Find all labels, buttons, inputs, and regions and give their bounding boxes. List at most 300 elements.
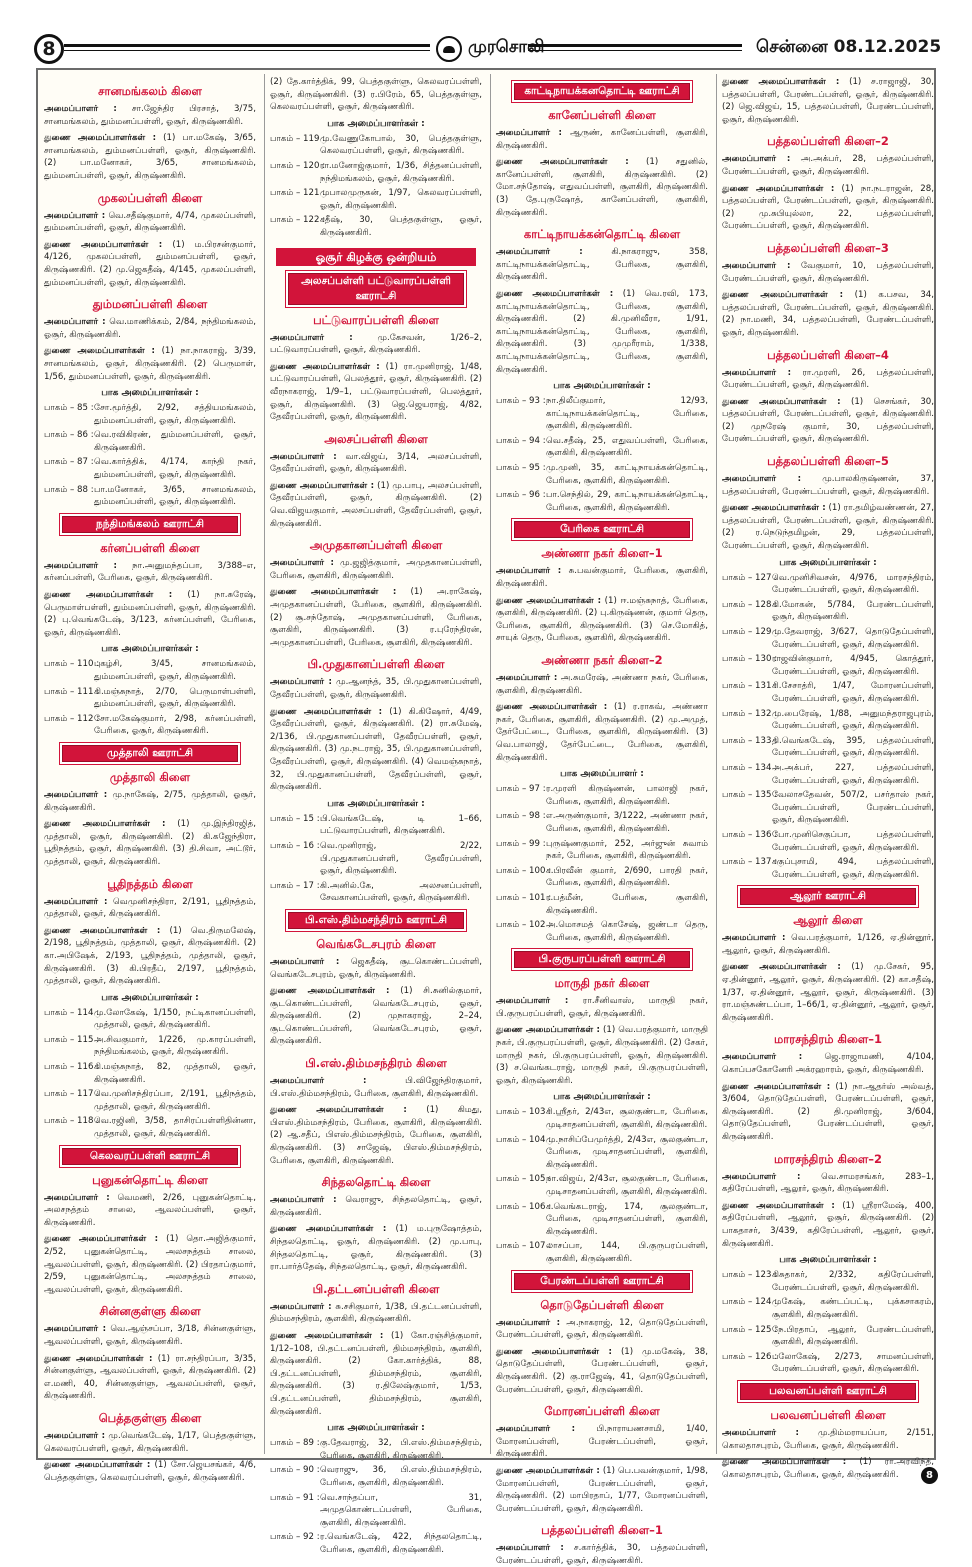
organizer-entry [270, 557, 482, 582]
organizer-details: (1) ச.ராஜாஜி, 30, பத்தலப்பள்ளி, பேரண்டப்பள்ளி, ஓசூர், கிருஷ்ணகிரி. (2) ஜெ.விஜய், 15, பத்தலப்பள்ளி, பேரண்டப்பள்ளி, ஓசூர், கிருஷ்ணகிரி. [722, 77, 934, 125]
role-label: அமைப்பாளர் : [270, 1076, 367, 1087]
column-3 [496, 76, 708, 1566]
role-label: அமைப்பாளர் : [270, 1195, 337, 1206]
organizer-details: (1) தொ.அஜித்குமார், 2/52, புனுகன்தொட்டி, அலசநத்தம் சாலை, ஆவலப்பள்ளி, ஓசூர், கிருஷ்ணகிரி. (2) பிரதாப்குமார், 2/59, புனுகன்தொட்டி, அலசநத்தம் சாலை, ஆவலப்பள்ளி, ஓசூர், கிருஷ்ணகிரி. [44, 1234, 256, 1295]
booth-organizer-details: கி.மஞ்சுநாத், 82, முத்தாலி, ஓசூர், கிருஷ்ணகிரி. [94, 1062, 256, 1085]
organizer-entry [722, 1171, 934, 1196]
booth-number: பாகம் – 88 : [44, 484, 94, 495]
organizer-details: (1) செசங்கர், 30, பத்தலப்பள்ளி, பேரண்டப்பள்ளி, ஓசூர், கிருஷ்ணகிரி. (2) முநரேஷ் குமார், 30, பத்தலப்பள்ளி, பேரண்டப்பள்ளி, ஓசூர், கிருஷ்ணகிரி. [722, 396, 934, 445]
organizer-entry [270, 985, 482, 1048]
booth-number: பாகம் – 131 : [722, 681, 778, 692]
organizer-entry [496, 156, 708, 219]
organizer-details: (1) மு.இந்திரஜித், முத்தாலி, ஓசூர், கிருஷ்ணகிரி. (2) கி.கஜேந்திரா, பூதிநத்தம், ஓசூர், கிருஷ்ணகிரி. (3) தி.சிவா, அட்டூர், முத்தாலி, ஓசூர், கிருஷ்ணகிரி. [44, 819, 256, 867]
organizer-details: (1) ஸ்ரீராமேஷ், 400, கதிரேப்பள்ளி, ஆலூர், ஓசூர், கிருஷ்ணகிரி. (2) பாகதாசர், 3/439, கதிரேப்பள்ளி, ஆலூர், ஓசூர், கிருஷ்ணகிரி. [722, 1200, 934, 1249]
organizer-entry [44, 1192, 256, 1230]
organizer-entry [270, 1330, 482, 1418]
organizer-entry [496, 1317, 708, 1342]
booth-number: பாகம் – 17 : [270, 880, 320, 891]
booth-number: பாகம் – 100 : [496, 865, 552, 876]
column-divider [264, 74, 265, 1454]
role-label: துணை அமைப்பாளர்கள் : [44, 1460, 151, 1471]
booth-row [44, 1088, 256, 1113]
role-label: அமைப்பாளர் : [44, 317, 106, 328]
organizer-details: கி.நாகராஜு, 358, காட்டிநாயக்கன்தொட்டி, பேரிகை, சூளகிரி, கிருஷ்ணகிரி. [496, 247, 708, 283]
role-label: அமைப்பாளர் : [270, 1301, 332, 1312]
booth-number: பாகம் – 102 : [496, 920, 552, 931]
role-label: துணை அமைப்பாளர்கள் : [722, 1200, 835, 1211]
organizer-details: (1) சி.சுனில்குமார், சூடகொண்டப்பள்ளி, வெங்கடேசபுரம், ஓசூர், கிருஷ்ணகிரி. (2) முநாகராஜ், 2–24, சூடகொண்டப்பள்ளி, வெங்கடேசபுரம், ஓசூர், கிருஷ்ணகிரி. [270, 986, 482, 1047]
booth-organizer-details: பா.மனோகர், 3/65, சானமங்கலம், தும்மனப்பள்ளி, ஓசூர், கிருஷ்ணகிரி. [94, 484, 256, 508]
booth-organizer-details: வெ.முனிராஜ், 2/22, பி.முதுகானப்பள்ளி, தேவீரப்பள்ளி, ஓசூர், கிருஷ்ணகிரி. [320, 840, 482, 877]
village-panchayat-heading: முத்தாலி ஊராட்சி [62, 745, 238, 762]
role-label: அமைப்பாளர் : [496, 566, 562, 577]
organizer-entry [44, 1233, 256, 1296]
booth-row [722, 856, 934, 881]
booth-organizer-details: அ.மொசமத் கொசேஷ், ஜண்டா தெரு, பேரிகை, சூளகிரி, கிருஷ்ணகிரி. [546, 920, 708, 943]
branch-heading: அண்ணா நகர் கிளை–2 [541, 653, 663, 667]
booth-row [44, 1061, 256, 1086]
role-label: அமைப்பாளர் : [44, 789, 108, 800]
booth-organizer-details: மு.நாசிப்பேமுர்த்தி, 2/43எ, சூலகுண்டா, பேரிகை, முடிசாதனப்பள்ளி, சூளகிரி, கிருஷ்ணகிரி. [546, 1134, 708, 1170]
organizer-details: வெ.மாணிக்கம், 2/84, நந்திமங்கலம், ஓசூர், கிருஷ்ணகிரி. [44, 317, 256, 340]
booth-number: பாகம் – 136 : [722, 829, 778, 840]
booth-organizer-details: நே.பிரதாப், ஆலூர், பேரண்டப்பள்ளி, சூளகிரி, கிருஷ்ணகிரி. [772, 1324, 934, 1348]
organizer-entry [44, 896, 256, 921]
branch-heading: பி.எஸ்.திம்மசந்திரம் கிளை [305, 1056, 447, 1071]
role-label: துணை அமைப்பாளர்கள் : [722, 962, 841, 973]
booth-row [722, 1269, 934, 1294]
organizer-entry [496, 565, 708, 590]
booth-number: பாகம் – 86 : [44, 430, 94, 441]
organizer-details: மு.கேசவன், 1/26–2, பட்டுவாரப்பள்ளி, ஓசூர், கிருஷ்ணகிரி. [270, 332, 482, 356]
booth-row [722, 599, 934, 624]
booth-row [270, 1531, 482, 1556]
branch-heading: பத்தலப்பள்ளி கிளை–3 [767, 240, 889, 255]
role-label: துணை அமைப்பாளர்கள் : [496, 702, 608, 713]
booth-row [496, 865, 708, 890]
organizer-details: வெ.சதீஷ்குமார், 4/74, முகலப்பள்ளி, தும்மனப்பள்ளி, ஓசூர், கிருஷ்ணகிரி. [44, 210, 256, 234]
organizer-entry [496, 672, 708, 697]
booth-number: பாகம் – 123 : [722, 1270, 778, 1281]
branch-heading: மாரசந்திரம் கிளை–2 [773, 1151, 882, 1166]
organizer-entry [722, 367, 934, 392]
role-label: அமைப்பாளர் : [722, 154, 791, 165]
booth-row [496, 462, 708, 487]
booth-organizer-details: வெ.கார்த்திக், 4/174, காந்தி நகர், தும்மனப்பள்ளி, ஓசூர், கிருஷ்ணகிரி. [94, 457, 256, 481]
booth-row [722, 829, 934, 854]
organizer-entry [44, 1459, 256, 1484]
organizer-details: அ.சுமரேஷ், அண்ணா நகர், பேரிகை, சூளகிரி, கிருஷ்ணகிரி. [496, 673, 708, 696]
booth-organizers-subheading: பாக அமைப்பாளர்கள் : [101, 388, 199, 399]
booth-number: பாகம் – 130 : [722, 654, 778, 665]
organizer-details: (1) சதுனில், கானேப்பள்ளி, சூளகிரி, கிருஷ்ணகிரி. (2) மோ.சந்தோஷ், எதுவப்பள்ளி, சூளகிரி, கிருஷ்ணகிரி. (3) தே.புருஷோத், கானேப்பள்ளி, சூளகிரி, கிருஷ்ணகிரி. [496, 157, 708, 218]
organizer-entry [44, 210, 256, 235]
branch-heading: மோரனப்பள்ளி கிளை [544, 1404, 660, 1419]
organizer-details: (1) அ.ராகேஷ், அமுதகானப்பள்ளி, பேரிகை, சூளகிரி, கிருஷ்ணகிரி. (2) சூ.சந்தோஷ், அமுதகானப்பள்ளி, பேரிகை, சூளகிரி, கிருஷ்ணகிரி. (3) ர.புரேந்திரன், அமுதகானப்பள்ளி, பேரிகை, சூளகிரி, கிருஷ்ணகிரி. [270, 587, 482, 648]
organizer-details: (1) ரா.தமிழ்வண்ணன், 27, பத்தலப்பள்ளி, பேரண்டப்பள்ளி, ஓசூர், கிருஷ்ணகிரி. (2) ர.நெடுந்தமிழன், 29, பத்தலப்பள்ளி, பேரண்டப்பள்ளி, ஓசூர், கிருஷ்ணகிரி. [722, 503, 934, 552]
branch-heading: தும்மனப்பள்ளி கிளை [92, 297, 208, 312]
organizer-entry [44, 316, 256, 341]
rising-sun-logo-icon [436, 36, 462, 62]
booth-organizer-details: ச.வெங்கடராஜ், 174, சூலகுண்டா, பேரிகை, முடிசாதனப்பள்ளி, சூளகிரி, கிருஷ்ணகிரி. [546, 1201, 708, 1237]
organizer-entry [722, 396, 934, 446]
booth-row [722, 572, 934, 597]
organizer-details: அ.நாகராஜ், 12, தொடுதேப்பள்ளி, பேரண்டப்பள்ளி, ஓசூர், கிருஷ்ணகிரி. [496, 1317, 708, 1341]
booth-number: பாகம் – 127 : [722, 572, 778, 583]
booth-number: பாகம் – 118 : [44, 1116, 100, 1127]
organizer-details: (1) நா.சுரேஷ், பெருமாள்பள்ளி, தும்மனப்பள்ளி, ஓசூர், கிருஷ்ணகிரி. (2) பு.வெங்கடேஷ், 3/123, கர்னப்பள்ளி, பேரிகை, ஓசூர், கிருஷ்ணகிரி. [44, 590, 256, 638]
organizer-details: பி.விஜேந்திரகுமார், பி.எஸ்.திம்மசந்திரம், பேரிகை, சூளகிரி, கிருஷ்ணகிரி. [270, 1076, 482, 1099]
booth-number: பாகம் – 112 : [44, 713, 100, 724]
booth-number: பாகம் – 121 : [270, 188, 326, 199]
booth-row [496, 1134, 708, 1172]
role-label: அமைப்பாளர் : [722, 1427, 799, 1438]
role-label: துணை அமைப்பாளர்கள் : [496, 157, 629, 168]
booth-organizer-details: கி.மஞ்சுநாத், 2/70, பெருமாள்பள்ளி, தும்மனப்பள்ளி, ஓசூர், கிருஷ்ணகிரி. [94, 686, 256, 710]
booth-organizers-subheading: பாக அமைப்பாளர் : [560, 769, 644, 780]
role-label: அமைப்பாளர் : [270, 677, 332, 688]
booth-organizer-details: போ.முனிசெகுப்பா, பத்தலப்பள்ளி, பேரண்டப்பள்ளி, ஓசூர், கிருஷ்ணகிரி. [772, 829, 934, 853]
booth-organizer-details: மு.லோகேஷ், 1/150, நட்டிகானப்பள்ளி, முத்தாலி, ஓசூர், கிருஷ்ணகிரி. [94, 1007, 256, 1031]
organizer-details: சா.ஜேந்திர பிரசாத், 3/75, சானமங்கலம், தும்மனப்பள்ளி, ஓசூர், கிருஷ்ணகிரி. [44, 104, 256, 127]
organizer-entry [722, 932, 934, 957]
organizer-entry [496, 1542, 708, 1567]
booth-number: பாகம் – 92 : [270, 1532, 320, 1543]
role-label: துணை அமைப்பாளர்கள் : [44, 925, 161, 936]
branch-heading: அலசப்பள்ளி கிளை [324, 431, 428, 446]
booth-organizer-details: அ.அக்பர், 227, பத்தலப்பள்ளி, பேரண்டப்பள்ளி, ஓசூர், கிருஷ்ணகிரி. [772, 762, 934, 786]
booth-row [722, 708, 934, 733]
masthead-rule [64, 44, 430, 47]
booth-number: பாகம் – 122 : [270, 215, 326, 226]
organizer-entry [270, 1194, 482, 1219]
booth-organizer-details: வெ.ரஜினி, 3/58, தாசிரப்பள்ளிதின்னா, முத்தாலி, ஓசூர், கிருஷ்ணகிரி. [94, 1116, 256, 1140]
booth-number: பாகம் – 89 : [270, 1438, 320, 1449]
booth-row [44, 456, 256, 481]
booth-row [496, 1106, 708, 1131]
booth-row [270, 160, 482, 185]
booth-organizer-details: முபாலமுருகன், 1/97, கெலவரப்பள்ளி, ஓசூர், கிருஷ்ணகிரி. [320, 188, 482, 211]
organizer-details: (1) பா.மகேஷ், 3/65, சானமங்கலம், தும்மனப்பள்ளி, ஓசூர், கிருஷ்ணகிரி. (2) பா.மனோகர், 3/65, சானமங்கலம், தும்மனப்பள்ளி, ஓசூர், கிருஷ்ணகிரி. [44, 133, 256, 181]
booth-row [722, 1296, 934, 1321]
organizer-details: (1) மு.மகேஷ், 38, தொடுதேப்பள்ளி, பேரண்டப்பள்ளி, ஓசூர், கிருஷ்ணகிரி. (2) கு.ராஜேஷ், 41, தொடுதேப்பள்ளி, பேரண்டப்பள்ளி, ஓசூர், கிருஷ்ணகிரி. [496, 1346, 708, 1395]
booth-number: பாகம் – 97 : [496, 784, 546, 795]
organizer-details: (1) கி.கிஷோர், 4/49, தேவீரப்பள்ளி, ஓசூர், கிருஷ்ணகிரி. (2) ரா.சுமேஷ், 2/136, பி.முதுகானப்பள்ளி, தேவீரப்பள்ளி, ஓசூர், கிருஷ்ணகிரி. (3) மு.நடராஜ், 35, பி.முதுகானப்பள்ளி, தேவீரப்பள்ளி, ஓசூர், கிருஷ்ணகிரி. (4) வெமஞ்சுநாத், 32, பி.முதுகானப்பள்ளி, தேவீரப்பள்ளி, ஓசூர், கிருஷ்ணகிரி. [270, 706, 482, 793]
branch-heading: பத்தலப்பள்ளி கிளை–1 [541, 1523, 663, 1538]
role-label: துணை அமைப்பாளர்கள் : [496, 1346, 612, 1357]
role-label: துணை அமைப்பாளர்கள் : [44, 239, 163, 250]
role-label: துணை அமைப்பாளர்கள் : [44, 133, 157, 144]
booth-organizer-details: கி.அனில்.கே, அலசனப்பள்ளி, சேவகானப்பள்ளி, ஓசூர், கிருஷ்ணகிரி. [320, 880, 482, 904]
booth-row [722, 1351, 934, 1376]
organizer-details: (1) ரா.முனிராஜ், 1/48, பட்டுவாரப்பள்ளி, பெலத்தூர், ஓசூர், கிருஷ்ணகிரி. (2) வீரநாகராஜ், 1/9–1, பட்டுவாரப்பள்ளி, பெலத்தூர், ஓசூர், கிருஷ்ணகிரி. (3) ஜெ.ஜெயராஜ், 4/82, தேவீரப்பள்ளி, ஓசூர், கிருஷ்ணகிரி. [270, 361, 482, 423]
organizer-entry [270, 1301, 482, 1326]
booth-organizer-details: லாசப்பா, 144, பி.குருபரப்பள்ளி, சூளகிரி, கிருஷ்ணகிரி. [546, 1241, 708, 1264]
footer-page-number: 8 [921, 1467, 938, 1484]
village-panchayat-heading: ஆலூர் ஊராட்சி [740, 888, 916, 905]
role-label: அமைப்பாளர் : [722, 933, 786, 944]
booth-row [496, 489, 708, 514]
organizer-entry [722, 260, 934, 285]
booth-row [44, 402, 256, 427]
organizer-entry [270, 1104, 482, 1167]
booth-row [44, 1034, 256, 1059]
role-label: அமைப்பாளர் : [270, 451, 337, 462]
role-label: துணை அமைப்பாளர்கள் : [496, 1025, 600, 1036]
organizer-details: வா.விஜய், 3/14, அலசப்பள்ளி, தேவீரப்பள்ளி, ஓசூர், கிருஷ்ணகிரி. [270, 451, 482, 475]
organizer-entry [270, 1223, 482, 1273]
organizer-details: (1) நா.நாகராஜ், 3/39, சானமங்கலம், ஓசூர், கிருஷ்ணகிரி. (2) பெருமாள், 1/56, தும்மனப்பள்ளி, ஓசூர், கிருஷ்ணகிரி. [44, 346, 256, 382]
booth-organizer-details: நா.திலீப்குமார், 12/93, காட்டிநாயக்கன்தொட்டி, பேரிகை, சூளகிரி, கிருஷ்ணகிரி. [546, 396, 708, 432]
booth-row [270, 813, 482, 838]
role-label: துணை அமைப்பாளர்கள் : [270, 361, 380, 372]
organizer-details: நா.அனுமந்தப்பா, 3/388–எ, கர்னப்பள்ளி, பேரிகை, ஓசூர், கிருஷ்ணகிரி. [44, 560, 256, 584]
branch-heading: கானேப்பள்ளி கிளை [548, 108, 656, 122]
booth-organizer-details: சி.ஸ்ரீதர், 2/43எ, சூலகுண்டா, பேரிகை, முடிசாதனப்பள்ளி, சூளகிரி, கிருஷ்ணகிரி. [546, 1107, 708, 1131]
organizer-entry [270, 480, 482, 530]
organizer-entry [270, 956, 482, 981]
organizer-details: மு.பாலகிருஷ்ணன், 37, பத்தலப்பள்ளி, பேரண்டப்பள்ளி, ஓசூர், கிருஷ்ணகிரி. [722, 474, 934, 497]
booth-number: பாகம் – 16 : [270, 840, 320, 851]
booth-number: பாகம் – 135 : [722, 790, 778, 801]
booth-row [270, 133, 482, 158]
role-label: அமைப்பாளர் : [270, 332, 353, 343]
role-label: அமைப்பாளர் : [44, 896, 108, 907]
organizer-details: (1) நா.நடராஜன், 28, பத்தலப்பள்ளி, பேரண்டப்பள்ளி, ஓசூர், கிருஷ்ணகிரி. (2) மு.சுபியுல்லா, 22, பத்தலப்பள்ளி, பேரண்டப்பள்ளி, ஓசூர், கிருஷ்ணகிரி. [722, 183, 934, 232]
booth-number: பாகம் – 110 : [44, 659, 100, 670]
booth-row [496, 810, 708, 835]
booth-organizer-details: ர.முரளி கிருஷ்ணன், பாலாஜி நகர், பேரிகை, சூளகிரி, கிருஷ்ணகிரி. [546, 784, 708, 807]
booth-number: பாகம் – 91 : [270, 1492, 320, 1503]
booth-organizer-details: சோ.மூர்த்தி, 2/92, சத்தியமங்கலம், தும்மனப்பள்ளி, ஓசூர், கிருஷ்ணகிரி. [94, 403, 256, 426]
booth-row [44, 1115, 256, 1140]
role-label: அமைப்பாளர் : [44, 210, 106, 221]
booth-row [496, 1240, 708, 1265]
booth-row [496, 838, 708, 863]
organizer-entry [44, 345, 256, 383]
village-panchayat-heading: பி.குருபரப்பள்ளி ஊராட்சி [514, 951, 690, 968]
organizer-details: (1) வெ.பரத்குமார், மாருதி நகர், பி.குருபரப்பள்ளி, ஓசூர், கிருஷ்ணகிரி. (2) சேகர், மாருதி நகர், பி.குருபரப்பள்ளி, ஓசூர், கிருஷ்ணகிரி. (3) ச.வெங்கடராஜ், மாருதி நகர், பி.குருபரப்பள்ளி, ஓசூர், கிருஷ்ணகிரி. [496, 1025, 708, 1086]
booth-row [722, 735, 934, 760]
booth-number: பாகம் – 134 : [722, 762, 778, 773]
booth-organizer-details: ர.பத்மீன், பேரிகை, சூளகிரி, கிருஷ்ணகிரி. [546, 892, 708, 916]
booth-organizer-details: கு.தேவராஜ், 32, பி.எஸ்.திம்மசந்திரம், பேரிகை, சூளகிரி, கிருஷ்ணகிரி. [320, 1438, 482, 1461]
column-2 [270, 76, 482, 1555]
booth-organizer-details: பா.செந்தில், 29, காட்டிநாயக்கன்தொட்டி, பேரிகை, சூளகிரி, கிருஷ்ணகிரி. [546, 490, 708, 513]
organizer-details: வெ.பரத்குமார், 1/126, ஏ.தின்னூர், ஆலூர், ஓசூர், கிருஷ்ணகிரி. [722, 933, 934, 956]
booth-organizers-subheading: பாக அமைப்பாளர்கள் : [327, 798, 425, 809]
booth-organizers-subheading: பாக அமைப்பாளர்கள் : [101, 992, 199, 1003]
booth-row [722, 1324, 934, 1349]
booth-number: பாகம் – 132 : [722, 708, 778, 719]
booth-row [496, 919, 708, 944]
organizer-details: (1) ரா.அரவிந்த், கொலதாசபுரம், பேரிகை, ஓசூர், கிருஷ்ணகிரி. [722, 1457, 934, 1480]
branch-heading: ஆலூர் கிளை [793, 913, 863, 928]
role-label: துணை அமைப்பாளர்கள் : [270, 1224, 387, 1235]
organizer-entry [722, 1456, 934, 1481]
booth-organizers-subheading: பாக அமைப்பாளர்கள் : [553, 381, 651, 392]
booth-number: பாகம் – 87 : [44, 457, 94, 468]
organizer-details: (1) ம.பிரசன்குமார், 4/126, முகலப்பள்ளி, தும்மனப்பள்ளி, ஓசூர், கிருஷ்ணகிரி. (2) மு.ஜெகதீஷ், 4/145, முகலப்பள்ளி, தும்மனப்பள்ளி, ஓசூர், கிருஷ்ணகிரி. [44, 239, 256, 288]
role-label: துணை அமைப்பாளர்கள் : [44, 590, 173, 601]
role-label: அமைப்பாளர் : [722, 260, 791, 271]
organizer-details: ஆருண், கானேப்பள்ளி, சூளகிரி, கிருஷ்ணகிரி. [496, 128, 708, 151]
booth-organizers-subheading: பாக அமைப்பாளர்கள் : [327, 1423, 425, 1434]
role-label: துணை அமைப்பாளர்கள் : [270, 1105, 407, 1116]
organizer-details: மு.ஜஜித்குமார், அமுதகானப்பள்ளி, பேரிகை, சூளகிரி, கிருஷ்ணகிரி. [270, 558, 482, 581]
branch-heading: சிந்தலதொட்டி கிளை [321, 1175, 431, 1190]
booth-number: பாகம் – 106 : [496, 1201, 552, 1212]
organizer-details: (1) வெ.ரவி, 173, காட்டிநாயக்கன்தொட்டி, பேரிகை, சூளகிரி, கிருஷ்ணகிரி. (2) கி.முனிவீரா, 1/91, காட்டிநாயக்கன்தொட்டி, பேரிகை, சூளகிரி, கிருஷ்ணகிரி. (3) முமுரீராம், 1/338, காட்டிநாயக்கன்தொட்டி, பேரிகை, சூளகிரி, கிருஷ்ணகிரி. [496, 288, 708, 375]
village-panchayat-heading: பலவனப்பள்ளி ஊராட்சி [740, 1383, 916, 1400]
organizer-entry [722, 289, 934, 339]
organizer-entry [496, 595, 708, 645]
branch-heading: பத்தலப்பள்ளி கிளை–5 [767, 454, 889, 469]
branch-heading: பி.தட்டனப்பள்ளி கிளை [312, 1281, 440, 1296]
organizer-entry [496, 1346, 708, 1396]
organizer-details: மு.நாகேஷ், 2/75, முத்தாலி, ஓசூர், கிருஷ்ணகிரி. [44, 789, 256, 813]
organizer-entry [496, 1423, 708, 1461]
organizer-entry [44, 239, 256, 289]
organizer-details: சு.பவன்குமார், பேரிகை, சூளகிரி, கிருஷ்ணகிரி. [496, 566, 708, 590]
newspaper-name: முரசொலி [468, 37, 545, 57]
village-panchayat-heading: பேரண்டப்பள்ளி ஊராட்சி [514, 1273, 690, 1290]
branch-heading: பி.முதுகானப்பள்ளி கிளை [307, 657, 445, 672]
organizer-details: வெ.ஆஞ்சப்பா, 3/18, சின்னகுள்ளு, ஆவலப்பள்ளி, ஓசூர், கிருஷ்ணகிரி. [44, 1324, 256, 1347]
organizer-details: மு.திம்மராயப்பா, 2/151, கொலதாசபுரம், பேரிகை, ஓசூர், கிருஷ்ணகிரி. [722, 1427, 934, 1451]
organizer-entry [270, 361, 482, 424]
organizer-entry [44, 132, 256, 182]
branch-heading: அமுதகானப்பள்ளி கிளை [309, 538, 443, 553]
booth-organizer-details: சோ.மகேஷ்குமார், 2/98, கர்னப்பள்ளி, பேரிகை, ஓசூர், கிருஷ்ணகிரி. [94, 713, 256, 737]
masthead-rule [64, 50, 430, 51]
organizer-entry [270, 332, 482, 357]
booth-organizer-details: வெ.முனிசந்திரப்பா, 2/191, பூதிநத்தம், முத்தாலி, ஓசூர், கிருஷ்ணகிரி. [94, 1089, 256, 1112]
branch-heading: பெத்தகுள்ளு கிளை [98, 1410, 202, 1425]
booth-organizer-details: மு.பைரேஷ், 1/88, அனுமந்தராஜபுரம், பேரண்டப்பள்ளி, ஓசூர், கிருஷ்ணகிரி. [772, 708, 934, 732]
organizer-details: சு.சசிகுமார், 1/38, பி.தட்டனப்பள்ளி, திம்மசந்திரம், சூளகிரி, கிருஷ்ணகிரி. [270, 1301, 482, 1325]
organizer-entry [722, 473, 934, 498]
organizer-details: வேகுமார், 10, பத்தலப்பள்ளி, பேரண்டப்பள்ளி, ஓசூர், கிருஷ்ணகிரி. [722, 260, 934, 284]
role-label: துணை அமைப்பாளர்கள் : [722, 503, 826, 514]
organizer-details: (1) மு.பாபு, அலசப்பள்ளி, தேவீரப்பள்ளி, ஓசூர், கிருஷ்ணகிரி. (2) வெ.விஜயகுமார், அலசப்பள்ளி, தேவீரப்பள்ளி, ஓசூர், கிருஷ்ணகிரி. [270, 480, 482, 529]
booth-number: பாகம் – 107 : [496, 1241, 552, 1252]
organizer-details: (1) கோ.ரஞ்சித்குமார், 1/12–108, பி.தட்டனப்பள்ளி, திம்மசந்திரம், சூளகிரி, கிருஷ்ணகிரி. (2) கோ.கார்த்திக், 88, பி.தட்டனப்பள்ளி, திம்மசந்திரம், சூளகிரி, கிருஷ்ணகிரி. (3) ர.திலேஷ்குமார், 1/53, பி.தட்டனப்பள்ளி, திம்மசந்திரம், சூளகிரி, கிருஷ்ணகிரி. [270, 1330, 482, 1417]
role-label: அமைப்பாளர் : [44, 1192, 110, 1203]
booth-row [44, 429, 256, 454]
booth-organizer-details: சதீஷ், 30, பெத்தகுள்ளு, ஓசூர், கிருஷ்ணகிரி. [320, 215, 482, 238]
role-label: அமைப்பாளர் : [496, 1543, 564, 1554]
organizer-details: ரா.முரளி, 26, பத்தலப்பள்ளி, பேரண்டப்பள்ளி, ஓசூர், கிருஷ்ணகிரி. [722, 367, 934, 391]
booth-number: பாகம் – 93 : [496, 396, 546, 407]
organizer-entry [722, 961, 934, 1024]
organizer-entry [496, 246, 708, 284]
organizer-details: வெராஜு, சிந்தலதொட்டி, ஓசூர், கிருஷ்ணகிரி. [270, 1195, 482, 1218]
booth-organizer-details: நா.விஜய், 2/43எ, சூலகுண்டா, பேரிகை, முடிசாதனப்பள்ளி, சூளகிரி, கிருஷ்ணகிரி. [546, 1174, 708, 1197]
organizer-entry [270, 706, 482, 794]
booth-row [270, 214, 482, 239]
booth-organizer-details: வெ.சாந்தப்பா, 31, அமுதகொண்டப்பள்ளி, பேரிகை, சூளகிரி, கிருஷ்ணகிரி. [320, 1492, 482, 1528]
organizer-entry [44, 789, 256, 814]
role-label: துணை அமைப்பாளர்கள் : [496, 595, 602, 606]
village-panchayat-heading: கெலவரப்பள்ளி ஊராட்சி [62, 1148, 238, 1165]
booth-row [496, 435, 708, 460]
role-label: அமைப்பாளர் : [496, 1424, 576, 1435]
organizer-details: (1) சோ.ஜெயசங்கர், 4/6, பெத்தகுள்ளு, கெலவரப்பள்ளி, ஓசூர், கிருஷ்ணகிரி. [44, 1460, 256, 1483]
role-label: துணை அமைப்பாளர்கள் : [270, 706, 383, 717]
organizer-details: ச.கார்த்திக், 30, பத்தலப்பள்ளி, பேரண்டப்பள்ளி, ஓசூர், கிருஷ்ணகிரி. [496, 1543, 708, 1566]
column-4 [722, 76, 934, 1480]
role-label: துணை அமைப்பாளர்கள் : [722, 183, 835, 194]
village-panchayat-heading: பி.எஸ்.திம்மசந்திரம் ஊராட்சி [288, 912, 464, 929]
organizer-details: (2) தே.கார்த்திக், 99, பெத்தகுள்ளு, கெலவரப்பள்ளி, ஓசூர், கிருஷ்ணகிரி. (3) ர.பிரேம், 65, பெத்தகுள்ளு, கெலவரப்பள்ளி, ஓசூர், கிருஷ்ணகிரி. [270, 77, 482, 113]
booth-row [44, 484, 256, 509]
booth-row [496, 1201, 708, 1239]
organizer-entry [270, 76, 482, 114]
organizer-entry [722, 76, 934, 126]
organizer-entry [270, 586, 482, 649]
organizer-entry [722, 502, 934, 552]
branch-heading: மாருதி நகர் கிளை [554, 976, 650, 991]
booth-number: பாகம் – 101 : [496, 892, 552, 903]
booth-number: பாகம் – 103 : [496, 1107, 552, 1118]
organizer-entry [722, 1051, 934, 1076]
branch-heading: தொடுதேப்பள்ளி கிளை [540, 1297, 664, 1312]
booth-organizer-details: கி.மோகன், 5/784, பேரண்டப்பள்ளி, ஓசூர், கிருஷ்ணகிரி. [772, 599, 934, 623]
booth-number: பாகம் – 128 : [722, 599, 778, 610]
booth-number: பாகம் – 96 : [496, 490, 546, 501]
role-label: அமைப்பாளர் : [722, 1171, 801, 1182]
booth-number: பாகம் – 137 : [722, 857, 778, 868]
role-label: துணை அமைப்பாளர்கள் : [270, 986, 390, 997]
booth-organizers-subheading: பாக அமைப்பாளர்கள் : [327, 118, 425, 129]
booth-organizer-details: மு.தேவராஜ், 3/627, தொடுதேப்பள்ளி, பேரண்டப்பள்ளி, ஓசூர், கிருஷ்ணகிரி. [772, 627, 934, 650]
role-label: துணை அமைப்பாளர்கள் : [496, 1465, 600, 1476]
organizer-details: (1) ர.ராகவ், அண்ணா நகர், பேரிகை, சூளகிரி, கிருஷ்ணகிரி. (2) மு.அமுத், தேர்பேட்டை, பேரிகை, சூளகிரி, கிருஷ்ணகிரி. (3) வெ.பாலாஜி, தேர்பேட்டை, பேரிகை, சூளகிரி, கிருஷ்ணகிரி. [496, 702, 708, 763]
booth-number: பாகம் – 105 : [496, 1174, 552, 1185]
booth-number: பாகம் – 126 : [722, 1351, 778, 1362]
booth-organizer-details: பலோகேஷ், 2/273, சாமனப்பள்ளி, பேரண்டப்பள்ளி, ஓசூர், கிருஷ்ணகிரி. [772, 1351, 934, 1375]
organizer-entry [44, 560, 256, 585]
booth-organizer-details: ராஜவின்குமார், 4/945, கொத்தூர், பேரண்டப்பள்ளி, ஓசூர், கிருஷ்ணகிரி. [772, 654, 934, 677]
booth-number: பாகம் – 94 : [496, 435, 546, 446]
booth-organizer-details: சகுப்புசாமி, 494, பத்தலப்பள்ளி, பேரண்டப்பள்ளி, ஓசூர், கிருஷ்ணகிரி. [772, 857, 934, 880]
booth-organizers-subheading: பாக அமைப்பாளர்கள் : [101, 644, 199, 655]
role-label: அமைப்பாளர் : [44, 1430, 106, 1441]
booth-row [496, 783, 708, 808]
role-label: அமைப்பாளர் : [722, 474, 802, 485]
branch-heading: பட்டுவாரப்பள்ளி கிளை [313, 312, 439, 327]
booth-row [722, 653, 934, 678]
branch-heading: வெங்கடேசபுரம் கிளை [316, 936, 436, 951]
booth-number: பாகம் – 124 : [722, 1297, 778, 1308]
column-divider [490, 74, 491, 1454]
organizer-details: (1) மு.சேகர், 95, ஏ.தின்னூர், ஆலூர், ஓசூர், கிருஷ்ணகிரி. (2) கா.சதீஷ், 1/37, ஏ.தின்னூர், ஆலூர், ஓசூர், கிருஷ்ணகிரி. (3) ரா.மஞ்சுண்டப்பா, 1–66/1, ஏ.தின்னூர், ஆலூர், ஓசூர், கிருஷ்ணகிரி. [722, 962, 934, 1023]
booth-number: பாகம் – 129 : [722, 627, 778, 637]
organizer-details: (1) பெ.பவன்குமார், 1/98, மோரனப்பள்ளி, பேரண்டப்பள்ளி, ஓசூர், கிருஷ்ணகிரி. (2) மாபிரதாப், 1/77, மோரனப்பள்ளி, பேரண்டப்பள்ளி, ஓசூர், கிருஷ்ணகிரி. [496, 1465, 708, 1514]
page-number-badge: 8 [34, 34, 64, 64]
organizer-entry [496, 995, 708, 1020]
booth-organizer-details: கிசுதாகர், 2/332, கதிரேப்பள்ளி, பேரண்டப்பள்ளி, ஓசூர், கிருஷ்ணகிரி. [772, 1270, 934, 1293]
masthead [0, 0, 972, 62]
booth-row [722, 789, 934, 827]
booth-row [270, 1437, 482, 1462]
booth-organizer-details: வெ.ரவிகிரண், தும்மனப்பள்ளி, ஓசூர், கிருஷ்ணகிரி. [94, 430, 256, 453]
booth-organizer-details: தி.வெங்கடேஷ், 395, பத்தலப்பள்ளி, பேரண்டப்பள்ளி, ஓசூர், கிருஷ்ணகிரி. [772, 735, 934, 759]
booth-row [722, 762, 934, 787]
booth-organizer-details: வெ.முனிசிவசன், 4/976, மாரசந்திரம், பேரண்டப்பள்ளி, ஓசூர், கிருஷ்ணகிரி. [772, 572, 934, 596]
booth-row [270, 880, 482, 905]
